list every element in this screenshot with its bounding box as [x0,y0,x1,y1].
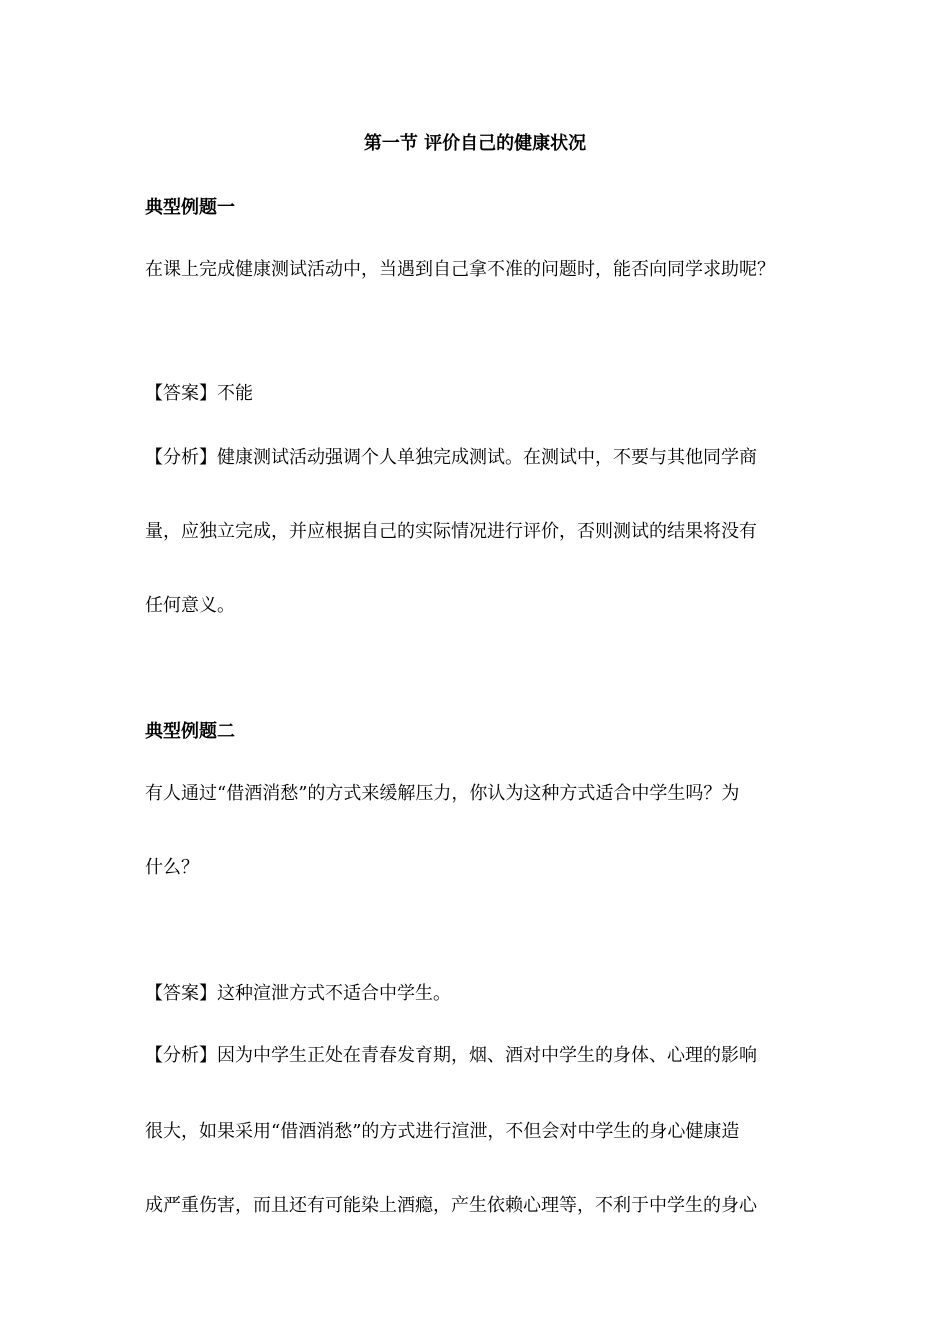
example2-answer-text: 这种渲泄方式不适合中学生。 [217,983,451,1004]
example2-answer [145,982,815,1006]
example2-analysis-text-1: 因为中学生正处在青春发育期，烟、酒对中学生的身体、心理的影响 [217,1045,757,1066]
example2-question-line-1: 有人通过“借酒消愁”的方式来缓解压力，你认为这种方式适合中学生吗？为 [145,783,740,804]
example2-analysis-line-2: 很大，如果采用“借酒消愁”的方式进行渲泄，不但会对中学生的身心健康造 [145,1121,740,1142]
example2-analysis-line-3: 成严重伤害，而且还有可能染上酒瘾，产生依赖心理等，不利于中学生的身心 [145,1195,757,1216]
example1-analysis-line-3: 任何意义。 [145,595,235,616]
example1-heading: 典型例题一 [145,197,235,218]
example2-answer-label: 【答案】 [145,983,217,1004]
example1-analysis-text-1: 健康测试活动强调个人单独完成测试。在测试中，不要与其他同学商 [217,447,757,468]
example2-analysis-label: 【分析】 [145,1045,217,1066]
example2-question-line-2: 什么？ [145,857,199,878]
example2-heading: 典型例题二 [145,721,235,742]
example1-answer [145,382,815,406]
example1-analysis-line-2: 量，应独立完成，并应根据自己的实际情况进行评价，否则测试的结果将没有 [145,521,757,542]
example1-analysis-label: 【分析】 [145,447,217,468]
example1-answer-label: 【答案】 [145,383,217,404]
example2-analysis-line-1 [145,1044,815,1068]
section-title: 第一节 评价自己的健康状况 [363,133,587,154]
example1-analysis-line-1 [145,446,815,470]
example1-question: 在课上完成健康测试活动中，当遇到自己拿不准的问题时，能否向同学求助呢？ [145,259,775,280]
example1-answer-text: 不能 [217,383,253,404]
